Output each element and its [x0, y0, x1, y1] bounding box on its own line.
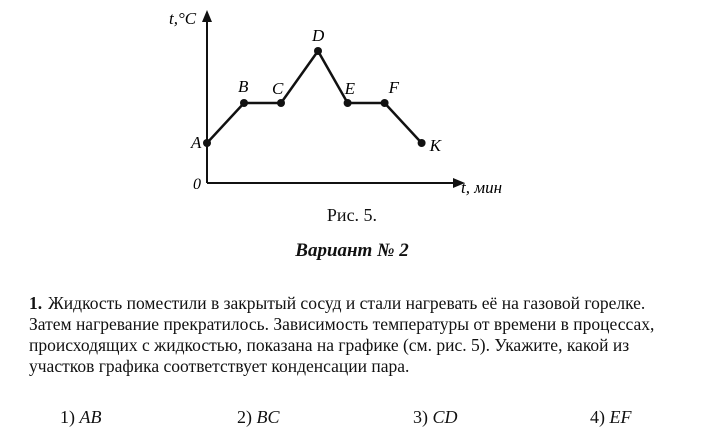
y-axis-arrow	[202, 10, 212, 22]
y-axis-label: t,°C	[169, 9, 197, 28]
problem-text-block	[29, 293, 679, 377]
point-label-f: F	[388, 78, 399, 97]
answer-option-1	[60, 407, 102, 428]
answer-number: 2)	[237, 407, 252, 427]
point-e	[344, 99, 352, 107]
graph-points	[190, 26, 443, 155]
answer-number: 3)	[413, 407, 428, 427]
figure-caption: Рис. 5.	[326, 205, 378, 225]
point-d	[314, 47, 322, 55]
point-a	[203, 139, 211, 147]
point-label-k: K	[429, 136, 441, 155]
temperature-line	[207, 51, 422, 143]
point-label-a: A	[191, 133, 202, 152]
answer-number: 1)	[60, 407, 75, 427]
graph-series	[207, 51, 422, 143]
point-label-d: D	[312, 26, 325, 45]
answer-label: EF	[609, 407, 632, 427]
answer-option-2	[237, 407, 280, 428]
answer-option-4	[590, 407, 632, 428]
point-label-c: C	[272, 79, 284, 98]
point-label-e: E	[344, 79, 355, 98]
answer-label: CD	[432, 407, 458, 427]
point-f	[381, 99, 389, 107]
answer-label: BC	[256, 407, 280, 427]
variant-title: Вариант № 2	[295, 240, 409, 261]
origin-label: 0	[193, 176, 201, 193]
point-label-b: B	[238, 77, 249, 96]
point-c	[277, 99, 285, 107]
problem-number: 1.	[29, 293, 43, 313]
axes	[169, 9, 502, 197]
answer-option-3	[413, 407, 458, 428]
answer-number: 4)	[590, 407, 605, 427]
answer-label: AB	[79, 407, 102, 427]
point-k	[418, 139, 426, 147]
x-axis-label: t, мин	[461, 178, 503, 197]
problem-text: Жидкость поместили в закрытый сосуд и стали нагревать её на газовой горелке. Затем нагревание прекратилось. Зависимость температуры от времени в процессах, происходящих с жидкостью, показана на графике (см. рис. 5). Укажите, какой из участков графика соответствует конденсации пара.	[29, 293, 655, 376]
point-b	[240, 99, 248, 107]
temperature-time-graph	[0, 0, 704, 205]
